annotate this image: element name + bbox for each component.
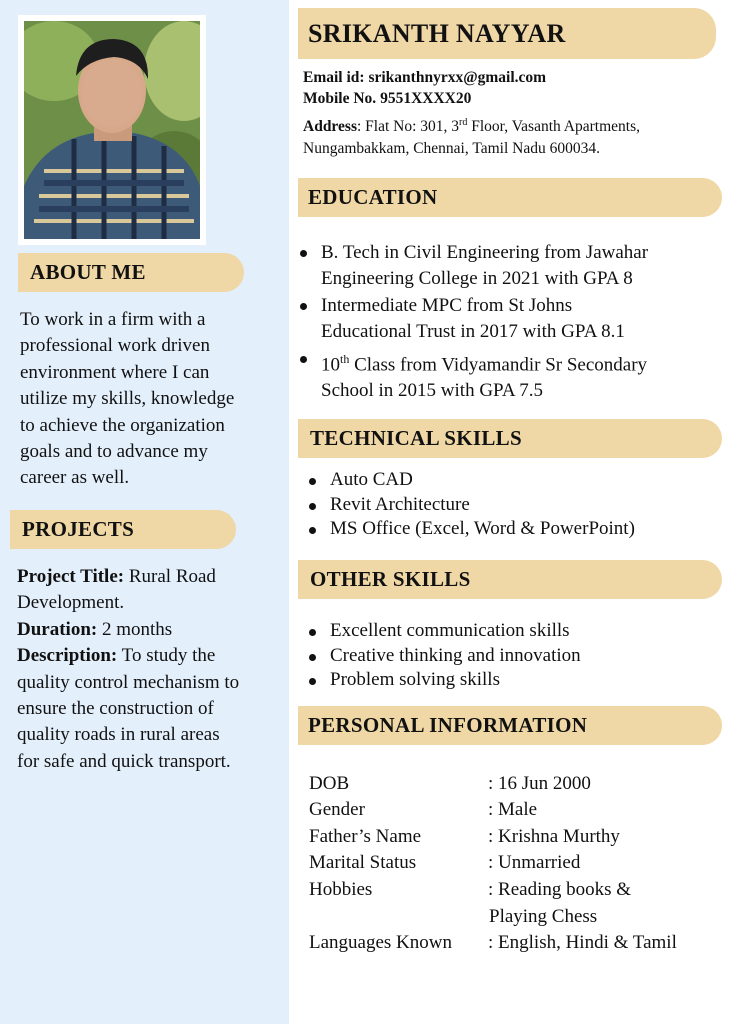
personal-info-heading-text: PERSONAL INFORMATION	[308, 713, 588, 737]
languages-label: Languages Known	[309, 932, 452, 953]
education-line: Class from Vidyamandir Sr Secondary	[349, 353, 648, 375]
hobbies-value	[488, 877, 718, 930]
technical-skills-heading-text: TECHNICAL SKILLS	[310, 426, 522, 450]
education-line: School in 2015 with GPA 7.5	[321, 380, 544, 402]
duration-value: 2 months	[97, 618, 173, 640]
education-heading-text: EDUCATION	[308, 185, 438, 209]
gender-label: Gender	[309, 799, 365, 820]
technical-skill-item: Auto CAD	[307, 468, 727, 493]
other-skills-list	[307, 619, 727, 693]
education-line: B. Tech in Civil Engineering from Jawahar	[321, 242, 649, 263]
dob-label: DOB	[309, 773, 350, 794]
education-pre: 10	[321, 353, 340, 375]
address-label: Address	[303, 118, 357, 136]
education-sup: th	[340, 351, 350, 366]
project-title-value: Rural Road	[124, 566, 216, 587]
education-line: Intermediate MPC from St Johns	[321, 294, 573, 316]
about-line: To work in a firm with a	[20, 309, 206, 330]
projects-heading-text: PROJECTS	[22, 517, 135, 541]
hobbies-value-line1: : Reading books &	[488, 879, 632, 900]
other-skill-item: Excellent communication skills	[307, 619, 727, 644]
address-sup: rd	[459, 117, 468, 128]
projects-text	[17, 564, 285, 775]
projects-heading	[10, 510, 236, 549]
email-value: srikanthnyrxx@gmail.com	[368, 69, 547, 86]
description-line: for safe and quick transport.	[17, 750, 231, 772]
about-line: to achieve the organization	[20, 414, 225, 436]
project-title-label: Project Title:	[17, 566, 125, 587]
address-part2: Floor, Vasanth Apartments,	[467, 118, 640, 136]
about-line: goals and to advance my	[20, 441, 208, 463]
languages-value: : English, Hindi & Tamil	[488, 932, 677, 953]
profile-photo-frame	[18, 15, 206, 245]
about-me-text	[20, 307, 282, 492]
description-line: quality roads in rural areas	[17, 724, 220, 746]
about-heading-text: ABOUT ME	[30, 260, 146, 284]
dob-value: : 16 Jun 2000	[488, 773, 591, 794]
name-heading	[298, 8, 716, 59]
hobbies-value-line2: Playing Chess	[489, 905, 598, 927]
about-line: professional work driven	[20, 335, 210, 357]
candidate-name: SRIKANTH NAYYAR	[308, 18, 566, 48]
other-skill-item: Creative thinking and innovation	[307, 644, 727, 669]
description-line: quality control mechanism to	[17, 671, 240, 693]
education-item	[298, 346, 728, 405]
mobile-value: 9551XXXX20	[380, 90, 472, 107]
technical-skills-heading	[298, 419, 722, 458]
technical-skill-item: Revit Architecture	[307, 493, 727, 518]
address-line2: Nungambakkam, Chennai, Tamil Nadu 600034.	[303, 140, 600, 158]
mobile-label: Mobile No.	[303, 90, 377, 107]
about-line: environment where I can	[20, 361, 210, 383]
education-item	[298, 293, 728, 346]
description-line: ensure the construction of	[17, 698, 214, 720]
description-value: To study the	[117, 645, 216, 667]
about-line: utilize my skills, knowledge	[20, 388, 235, 410]
father-name-value: : Krishna Murthy	[488, 826, 620, 847]
description-label: Description:	[17, 645, 118, 667]
technical-skills-list	[307, 468, 727, 542]
other-skills-heading	[298, 560, 722, 599]
technical-skill-item: MS Office (Excel, Word & PowerPoint)	[307, 517, 727, 542]
about-line: career as well.	[20, 467, 130, 489]
other-skills-heading-text: OTHER SKILLS	[310, 567, 471, 591]
education-list	[298, 240, 728, 405]
about-me-heading	[18, 253, 244, 292]
other-skill-item: Problem solving skills	[307, 668, 727, 693]
email-label: Email id:	[303, 69, 365, 86]
education-heading	[298, 178, 722, 217]
marital-status-value: : Unmarried	[488, 852, 581, 873]
profile-photo	[24, 21, 200, 239]
marital-status-label: Marital Status	[309, 852, 417, 873]
father-name-label: Father’s Name	[309, 826, 422, 847]
duration-label: Duration:	[17, 618, 98, 640]
contact-block	[303, 67, 723, 160]
hobbies-label: Hobbies	[309, 879, 373, 900]
education-item	[298, 240, 728, 293]
personal-info-heading	[298, 706, 722, 745]
gender-value: : Male	[488, 799, 538, 820]
education-line: Engineering College in 2021 with GPA 8	[321, 268, 633, 290]
address-part1: : Flat No: 301, 3	[356, 118, 460, 136]
education-line: Educational Trust in 2017 with GPA 8.1	[321, 321, 625, 343]
project-title-line2: Development.	[17, 592, 125, 614]
